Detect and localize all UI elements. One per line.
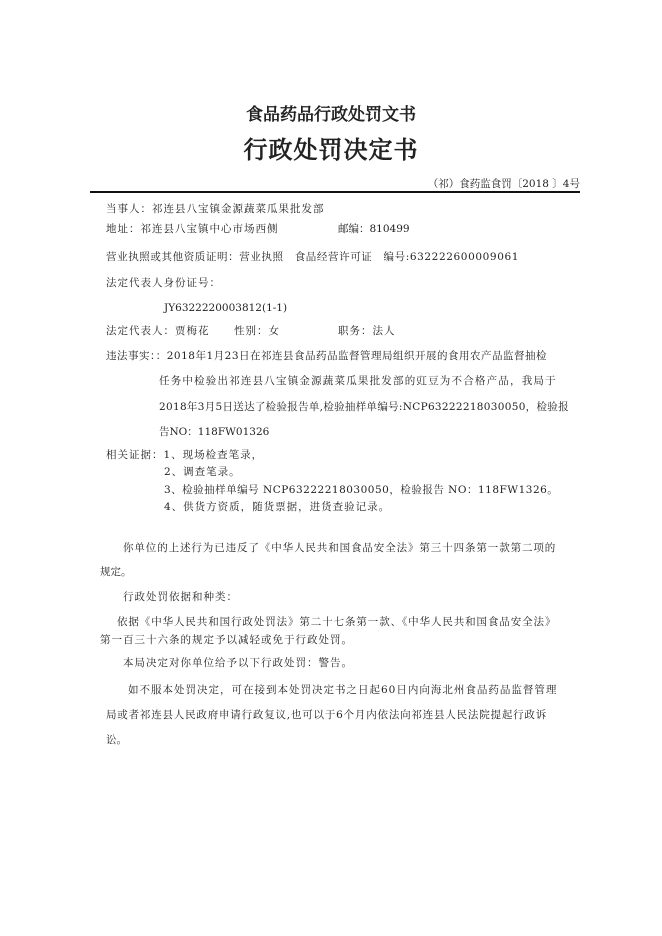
body-line: 第一百三十六条的规定予以减轻或免于行政处罚。 — [100, 634, 353, 646]
evidence-item: 3、检验抽样单编号 NCP63222218030050，检验报告 NO：118FW1326。 — [164, 484, 559, 496]
id-value: JY6322220003812(1-1) — [164, 302, 288, 314]
facts-line: 任务中检验出祁连县八宝镇金源蔬菜瓜果批发部的豇豆为不合格产品，我局于 — [159, 375, 557, 387]
doc-number: （祁）食药监食罚〔2018 〕4号 — [427, 178, 580, 190]
body-line: 规定。 — [100, 566, 132, 578]
body-line: 本局决定对你单位给予以下行政处罚：警告。 — [123, 657, 353, 669]
facts-line: 违法事实：：2018年1月23日在祁连县食品药品监督管理局组织开展的食用农产品监督抽检 — [106, 350, 548, 362]
party-address: 地址：祁连县八宝镇中心市场西侧 — [106, 223, 279, 235]
party-name: 当事人：祁连县八宝镇金源蔬菜瓜果批发部 — [106, 203, 325, 215]
body-line: 行政处罚依据和种类： — [123, 591, 238, 603]
divider — [90, 191, 580, 193]
body-line: 如不服本处罚决定，可在接到本处罚决定书之日起60日内向海北州食品药品监督管理 — [128, 684, 558, 696]
party-postcode: 邮编：810499 — [338, 223, 410, 235]
gender: 性别：女 — [234, 325, 280, 337]
id-label: 法定代表人身份证号： — [106, 277, 221, 289]
position: 职务：法人 — [338, 325, 396, 337]
facts-line: 2018年3月5日送达了检验报告单,检验抽样单编号:NCP63222218030050，检验报 — [159, 401, 569, 413]
party-license: 营业执照或其他资质证明：营业执照 食品经营许可证 编号:632222600009061 — [106, 251, 520, 263]
doc-title: 行政处罚决定书 — [243, 135, 419, 164]
legal-rep: 法定代表人：贾梅花 — [106, 325, 210, 337]
evidence-item: 相关证据：1、现场检查笔录， — [106, 449, 264, 461]
evidence-item: 2、调查笔录。 — [164, 466, 241, 478]
body-line: 局或者祁连县人民政府申请行政复议,也可以于6个月内依法向祁连县人民法院提起行政诉 — [106, 709, 548, 721]
facts-line: 告NO：118FW01326 — [159, 426, 270, 438]
doc-category-title: 食品药品行政处罚文书 — [246, 105, 416, 125]
body-line: 你单位的上述行为已违反了《中华人民共和国食品安全法》第三十四条第一款第二项的 — [123, 542, 557, 554]
body-line: 讼。 — [106, 734, 127, 746]
evidence-item: 4、供货方资质，随货票据，进货查验记录。 — [164, 501, 391, 513]
body-line: 依据《中华人民共和国行政处罚法》第二十七条第一款、《中华人民共和国食品安全法》 — [117, 616, 557, 628]
